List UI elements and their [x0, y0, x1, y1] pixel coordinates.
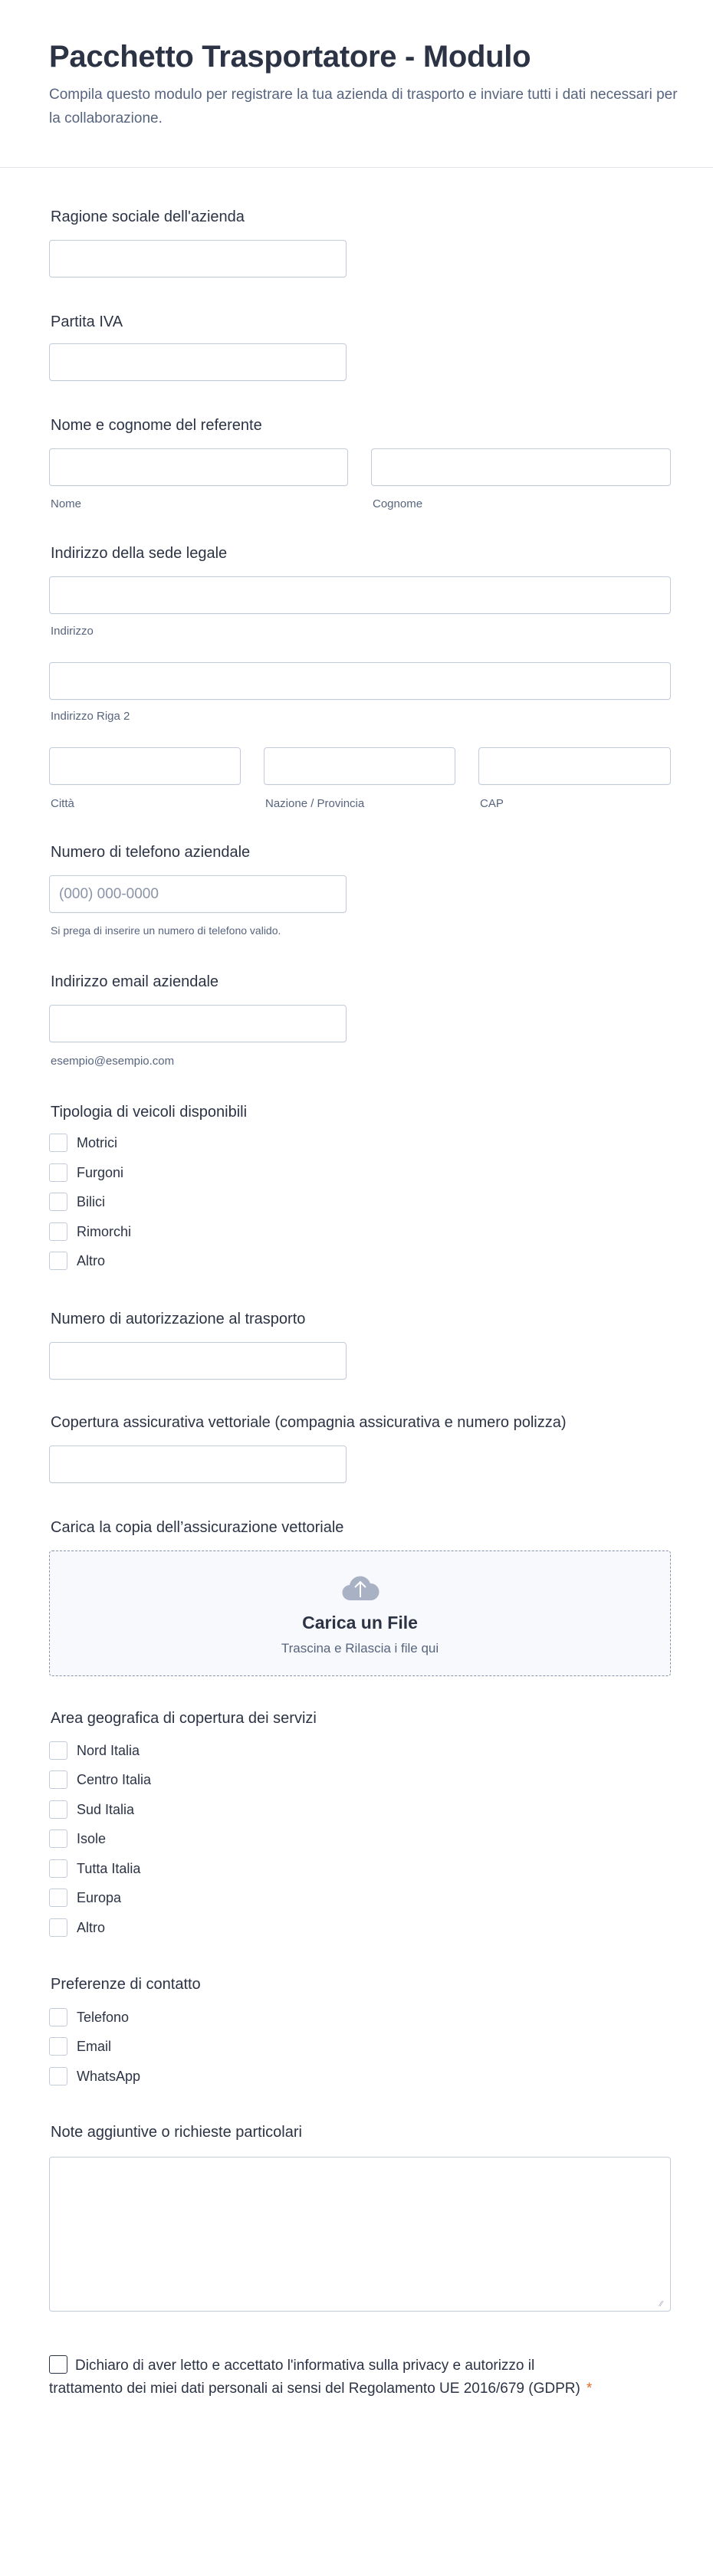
- option-label: Motrici: [77, 1134, 117, 1150]
- checkbox[interactable]: [49, 1800, 67, 1819]
- address-line1-sublabel: Indirizzo: [51, 625, 94, 638]
- city-sublabel: Città: [51, 797, 74, 810]
- consent-checkbox[interactable]: [49, 2355, 67, 2374]
- company-name-input[interactable]: [49, 240, 347, 277]
- first-name-sublabel: Nome: [51, 497, 82, 510]
- address-line2-sublabel: Indirizzo Riga 2: [51, 710, 130, 723]
- last-name-sublabel: Cognome: [373, 497, 423, 510]
- contact-pref-option[interactable]: [49, 2037, 111, 2056]
- option-label: Email: [77, 2038, 112, 2054]
- email-hint: esempio@esempio.com: [51, 1055, 175, 1068]
- option-label: Altro: [77, 1252, 106, 1268]
- phone-label: Numero di telefono aziendale: [51, 844, 251, 861]
- company-name-label: Ragione sociale dell'azienda: [51, 208, 245, 225]
- checkbox[interactable]: [49, 1741, 67, 1760]
- area-option[interactable]: [49, 1770, 151, 1789]
- contact-pref-label: Preferenze di contatto: [51, 1976, 201, 1993]
- checkbox[interactable]: [49, 1889, 67, 1907]
- email-input[interactable]: [49, 1005, 347, 1042]
- area-option[interactable]: [49, 1800, 134, 1819]
- option-label: Isole: [77, 1830, 107, 1846]
- checkbox[interactable]: [49, 1163, 67, 1182]
- option-label: Telefono: [77, 2009, 130, 2025]
- state-sublabel: Nazione / Provincia: [265, 797, 365, 810]
- first-name-input[interactable]: [49, 448, 348, 486]
- upload-label: Carica la copia dell’assicurazione vettoriale: [51, 1519, 344, 1536]
- header-divider: [0, 167, 713, 168]
- address-line2-input[interactable]: [49, 662, 671, 700]
- option-label: Nord Italia: [77, 1742, 140, 1758]
- page-title: Pacchetto Trasportatore - Modulo: [49, 40, 531, 74]
- area-option[interactable]: [49, 1918, 105, 1937]
- email-label: Indirizzo email aziendale: [51, 973, 219, 990]
- insurance-label: Copertura assicurativa vettoriale (compagnia assicurativa e numero polizza): [51, 1414, 567, 1431]
- checkbox[interactable]: [49, 2067, 67, 2085]
- phone-input[interactable]: (000) 000-0000: [49, 875, 347, 913]
- contact-name-label: Nome e cognome del referente: [51, 417, 262, 434]
- resize-handle-icon[interactable]: ⁄⁄: [660, 2300, 663, 2309]
- last-name-input[interactable]: [371, 448, 671, 486]
- area-label: Area geografica di copertura dei servizi: [51, 1710, 317, 1727]
- option-label: Altro: [77, 1919, 106, 1935]
- checkbox[interactable]: [49, 1829, 67, 1848]
- option-label: Furgoni: [77, 1164, 124, 1180]
- city-input[interactable]: [49, 747, 241, 785]
- checkbox[interactable]: [49, 1859, 67, 1878]
- area-option[interactable]: [49, 1889, 121, 1907]
- zip-input[interactable]: [478, 747, 671, 785]
- vehicles-label: Tipologia di veicoli disponibili: [51, 1104, 248, 1121]
- zip-sublabel: CAP: [480, 797, 504, 810]
- cloud-upload-icon: [341, 1571, 380, 1602]
- checkbox[interactable]: [49, 1222, 67, 1241]
- upload-button-label[interactable]: Carica un File: [302, 1613, 418, 1633]
- phone-hint: Si prega di inserire un numero di telefono valido.: [51, 924, 281, 937]
- vehicle-option[interactable]: [49, 1222, 131, 1241]
- area-option[interactable]: [49, 1741, 140, 1760]
- page-subtitle: Compila questo modulo per registrare la tua azienda di trasporto e inviare tutti i dati necessari per la collaborazione.: [49, 87, 678, 126]
- privacy-consent[interactable]: [49, 2354, 601, 2400]
- address-label: Indirizzo della sede legale: [51, 545, 228, 562]
- notes-textarea[interactable]: [49, 2157, 671, 2312]
- option-label: Rimorchi: [77, 1223, 132, 1239]
- option-label: Bilici: [77, 1193, 106, 1209]
- area-option[interactable]: [49, 1829, 106, 1848]
- contact-pref-option[interactable]: [49, 2067, 140, 2085]
- notes-label: Note aggiuntive o richieste particolari: [51, 2124, 302, 2141]
- checkbox[interactable]: [49, 1770, 67, 1789]
- required-asterisk: *: [586, 2381, 593, 2397]
- option-label: Tutta Italia: [77, 1860, 141, 1876]
- vehicle-option[interactable]: [49, 1163, 123, 1182]
- checkbox[interactable]: [49, 1918, 67, 1937]
- authorization-label: Numero di autorizzazione al trasporto: [51, 1311, 306, 1327]
- vehicle-option[interactable]: [49, 1252, 105, 1270]
- vat-label: Partita IVA: [51, 313, 123, 330]
- insurance-input[interactable]: [49, 1446, 347, 1483]
- area-option[interactable]: [49, 1859, 140, 1878]
- checkbox[interactable]: [49, 1252, 67, 1270]
- vehicle-option[interactable]: [49, 1134, 117, 1152]
- consent-text: Dichiaro di aver letto e accettato l'informativa sulla privacy e autorizzo il trattamento dei miei dati personali ai sensi del Regolamento UE 2016/679 (GDPR): [49, 2358, 580, 2397]
- address-line1-input[interactable]: [49, 576, 671, 614]
- option-label: WhatsApp: [77, 2068, 141, 2084]
- vat-input[interactable]: [49, 343, 347, 381]
- contact-pref-option[interactable]: [49, 2008, 129, 2026]
- checkbox[interactable]: [49, 1134, 67, 1152]
- checkbox[interactable]: [49, 2037, 67, 2056]
- authorization-input[interactable]: [49, 1342, 347, 1380]
- file-upload-dropzone[interactable]: [49, 1551, 671, 1676]
- state-input[interactable]: [264, 747, 455, 785]
- option-label: Sud Italia: [77, 1801, 135, 1817]
- vehicle-option[interactable]: [49, 1193, 105, 1211]
- upload-hint: Trascina e Rilascia i file qui: [281, 1641, 439, 1656]
- option-label: Europa: [77, 1889, 122, 1905]
- checkbox[interactable]: [49, 2008, 67, 2026]
- option-label: Centro Italia: [77, 1771, 152, 1787]
- checkbox[interactable]: [49, 1193, 67, 1211]
